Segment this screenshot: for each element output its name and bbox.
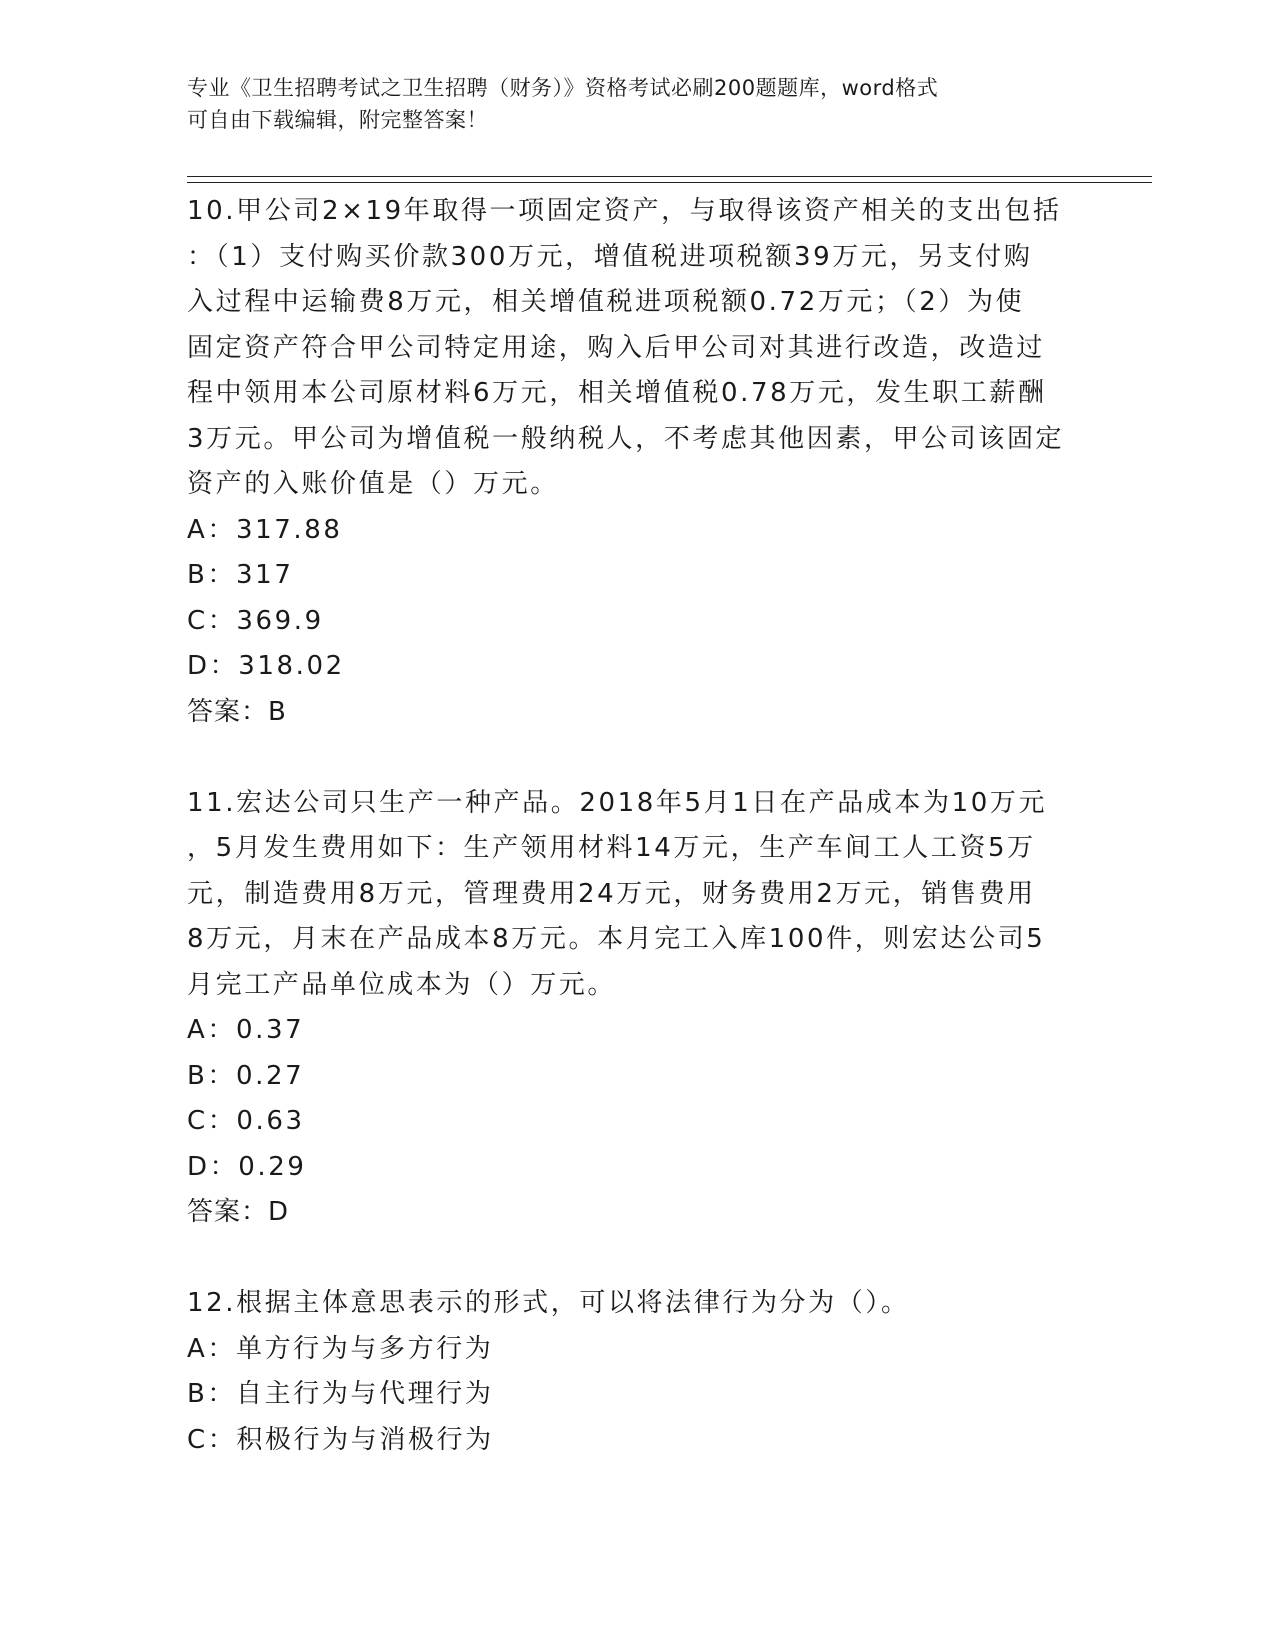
- option-d: D：0.29: [187, 1151, 307, 1182]
- question-text-line: 固定资产符合甲公司特定用途，购入后甲公司对其进行改造，改造过: [187, 332, 1046, 363]
- question-text-line: 3万元。甲公司为增值税一般纳税人，不考虑其他因素，甲公司该固定: [187, 423, 1065, 454]
- option-b: B：317: [187, 560, 294, 590]
- question-list: [187, 189, 1087, 1463]
- question-text-line: 月完工产品单位成本为（）万元。: [187, 969, 617, 1000]
- header-rule-bottom: [187, 182, 1152, 183]
- option-a: A：单方行为与多方行为: [187, 1333, 494, 1364]
- spacer: [187, 1236, 1087, 1282]
- option-c: C：369.9: [187, 605, 324, 636]
- question-text-line: 11.宏达公司只生产一种产品。2018年5月1日在产品成本为10万元: [187, 787, 1048, 818]
- header-line-1: 专业《卫生招聘考试之卫生招聘（财务）》资格考试必刷200题题库，word格式: [187, 76, 939, 100]
- header-line-2: 可自由下载编辑，附完整答案！: [187, 108, 488, 132]
- option-b: B：自主行为与代理行为: [187, 1379, 494, 1409]
- question-text-line: 元，制造费用8万元，管理费用24万元，财务费用2万元，销售费用: [187, 878, 1036, 909]
- answer: 答案：B: [187, 696, 287, 727]
- question-text-line: 10.甲公司2×19年取得一项固定资产，与取得该资产相关的支出包括: [187, 196, 1062, 226]
- question-text-line: ：（1）支付购买价款300万元，增值税进项税额39万元，另支付购: [187, 241, 1033, 272]
- spacer: [187, 735, 1087, 781]
- question-12: [187, 1281, 1087, 1463]
- question-text-line: 入过程中运输费8万元，相关增值税进项税额0.72万元；（2）为使: [187, 287, 1025, 317]
- option-a: A：317.88: [187, 514, 343, 545]
- option-a: A：0.37: [187, 1015, 305, 1045]
- question-text-line: 资产的入账价值是（）万元。: [187, 469, 559, 499]
- question-text-line: ，5月发生费用如下：生产领用材料14万元，生产车间工人工资5万: [187, 833, 1036, 863]
- question-text-line: 程中领用本公司原材料6万元，相关增值税0.78万元，发生职工薪酬: [187, 378, 1047, 408]
- question-10: [187, 189, 1087, 735]
- option-c: C：0.63: [187, 1106, 305, 1136]
- option-d: D：318.02: [187, 651, 345, 681]
- option-c: C：积极行为与消极行为: [187, 1424, 494, 1455]
- question-11: [187, 781, 1087, 1236]
- question-text-line: 8万元，月末在产品成本8万元。本月完工入库100件，则宏达公司5: [187, 924, 1046, 954]
- answer: 答案：D: [187, 1197, 290, 1227]
- option-b: B：0.27: [187, 1060, 305, 1091]
- header-rule-top: [187, 176, 1152, 177]
- document-header: [187, 72, 1067, 136]
- question-text-line: 12.根据主体意思表示的形式，可以将法律行为分为（）。: [187, 1288, 910, 1318]
